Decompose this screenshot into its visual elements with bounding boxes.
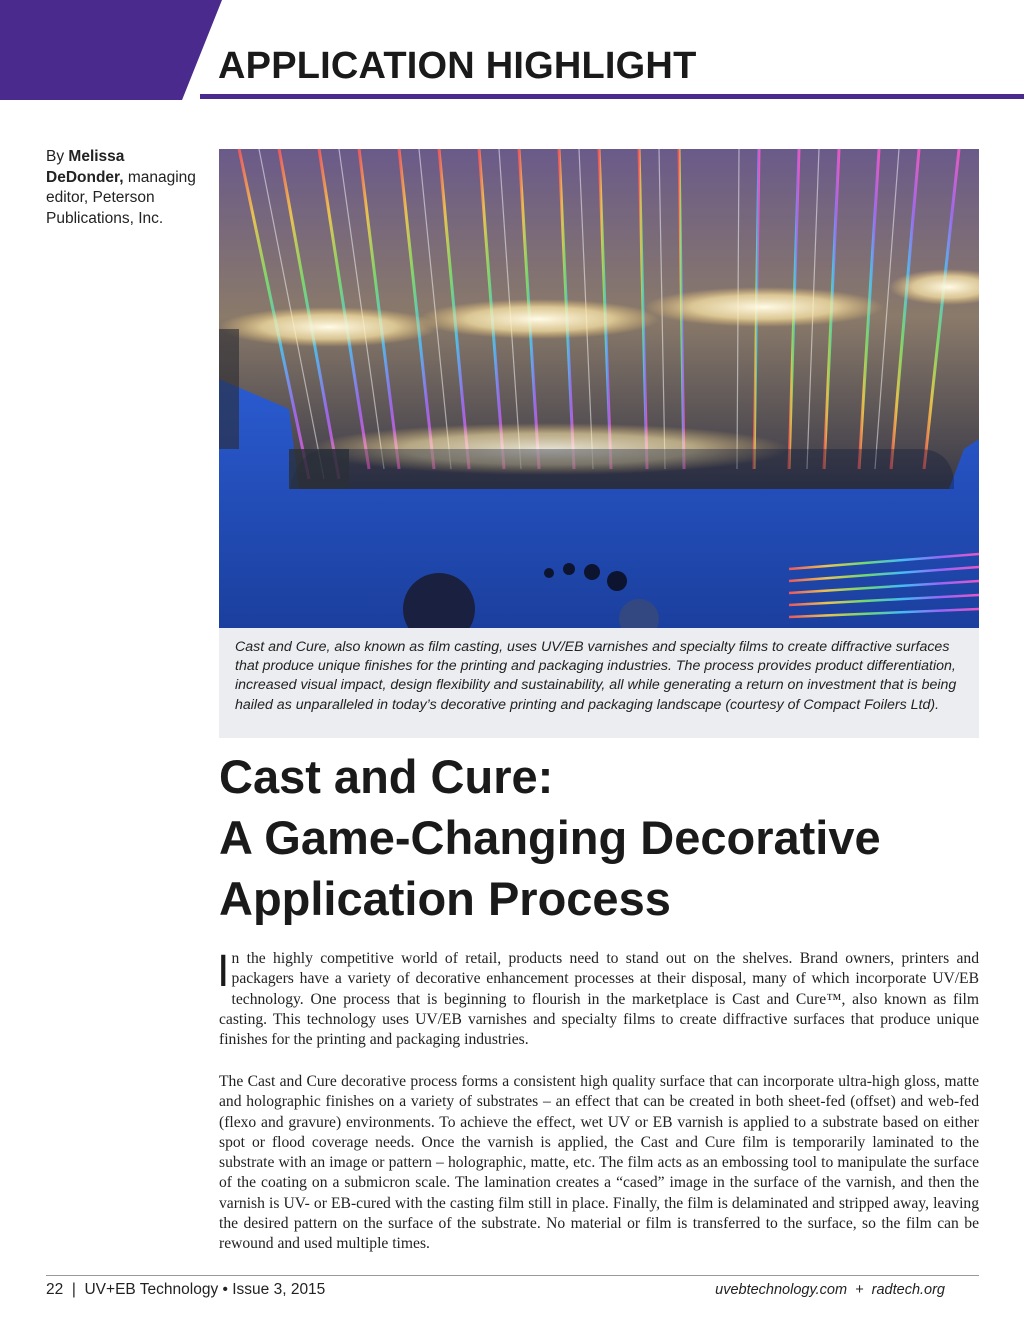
article-paragraph-2: The Cast and Cure decorative process forms a consistent high quality surface that can incorporate ultra-high gloss, matte and holographic finishes on a variety of substrates – an effect that can be created in both sheet-fed (offset) and web-fed (flexo and gravure) environments. To achieve the effect, wet UV or EB varnish is applied to a substrate based on either spot or flood coverage needs. Once the varnish is applied, the Cast and Cure film is temporarily laminated to the substrate with an image or pattern – holographic, matte, etc. The film acts as an embossing tool to manipulate the surface of the coating on a submicron scale. The lamination creates a “cased” image in the surface of the varnish, and then the varnish is UV- or EB-cured with the casting film still in place. Finally, the film is delaminated and stripped away, leaving the desired pattern on the surface of the substrate. No material or film is transferred to the surface, so the film can be rewound and used multiple times. [219,1073,979,1253]
footer-issue-info: 22 | UV+EB Technology • Issue 3, 2015 [46,1281,326,1298]
headline-line-1: Cast and Cure: [219,750,554,803]
page-header [0,0,1024,100]
footer-rule [46,1275,979,1276]
byline [46,147,206,229]
footer-websites: uvebtechnology.com + radtech.org [715,1282,945,1298]
drop-cap: I [217,945,230,996]
article-paragraph-1 [217,945,979,1050]
photo-caption-box [219,628,979,738]
section-title: APPLICATION HIGHLIGHT [218,45,697,87]
headline-line-2: A Game-Changing Decorative [219,811,881,864]
headline-line-3: Application Process [219,872,671,925]
article-headline [219,746,999,929]
byline-author: Melissa DeDonder, [46,148,125,186]
byline-prefix: By [46,148,65,165]
header-rule [200,94,1024,99]
photo-caption: Cast and Cure, also known as film casting, uses UV/EB varnishes and specialty films to create diffractive surfaces that produce unique finishes for the printing and packaging industries. The process provides product differentiation, increased visual impact, design flexibility and sustainability, all while generating a return on investment that is being hailed as unparalleled in today’s decorative printing and packaging landscape (courtesy of Compact Foilers Ltd). [235,639,957,713]
article-photo [219,149,979,628]
byline-role: managing editor, Peterson Publications, Inc. [46,168,196,227]
paragraph-1-text: n the highly competitive world of retail, products need to stand out on the shelves. Brand owners, printers and packagers have a variety of decorative enhancement processes at their disposal, many of which incorporate UV/EB technology. One process that is beginning to flourish in the marketplace is Cast and Cure™, also known as film casting. This technology uses UV/EB varnishes and specialty films to create diffractive surfaces that produce unique finishes for the printing and packaging industries. [219,950,979,1049]
header-accent-block [0,0,222,100]
